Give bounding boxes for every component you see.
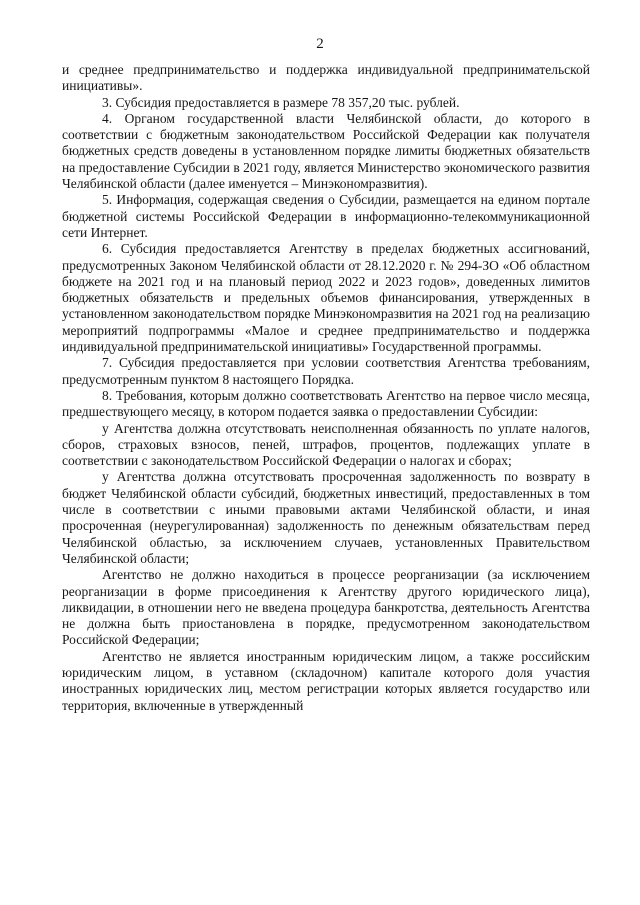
requirement-reorganization: Агентство не должно находиться в процессе реорганизации (за исключением реорганизации в форме присоединения к Агентству другого юридического лица), ликвидации, в отношении него не введена процедура банкротства, деятельность Агентства не должна быть приостановлена в порядке, предусмотренном законодательством Российской Федерации; xyxy=(62,567,590,648)
requirement-taxes: у Агентства должна отсутствовать неисполненная обязанность по уплате налогов, сборов, страховых взносов, пеней, штрафов, процентов, подлежащих уплате в соответствии с законодательством Российской Федерации о налогах и сборах; xyxy=(62,420,590,469)
document-body xyxy=(62,62,590,714)
requirement-foreign-entity: Агентство не является иностранным юридическим лицом, а также российским юридическим лицом, в уставном (складочном) капитале которого доля участия иностранных юридических лиц, местом регистрации которых является государство или территория, включенные в утвержденный xyxy=(62,648,590,713)
paragraph-4: 4. Органом государственной власти Челябинской области, до которого в соответствии с бюджетным законодательством Российской Федерации как получателя бюджетных средств доведены в установленном порядке лимиты бюджетных обязательств на предоставление Субсидии в 2021 году, является Министерство экономического развития Челябинской области (далее именуется – Минэкономразвития). xyxy=(62,110,590,192)
paragraph-8: 8. Требования, которым должно соответствовать Агентство на первое число месяца, предшествующего месяцу, в котором подается заявка о предоставлении Субсидии: xyxy=(62,387,590,420)
paragraph-continuation: и среднее предпринимательство и поддержка индивидуальной предпринимательской инициативы». xyxy=(62,62,590,94)
paragraph-7: 7. Субсидия предоставляется при условии соответствия Агентства требованиям, предусмотренным пунктом 8 настоящего Порядка. xyxy=(62,355,590,387)
paragraph-3: 3. Субсидия предоставляется в размере 78 357,20 тыс. рублей. xyxy=(102,94,460,110)
requirement-debts: у Агентства должна отсутствовать просроченная задолженность по возврату в бюджет Челябинской области субсидий, бюджетных инвестиций, предоставленных в том числе в соответствии с иными правовыми актами Челябинской области, и иная просроченная (неурегулированная) задолженность по денежным обязательствам перед Челябинской областью, за исключением случаев, установленных Правительством Челябинской области; xyxy=(62,469,590,566)
paragraph-6: 6. Субсидия предоставляется Агентству в пределах бюджетных ассигнований, предусмотренных Законом Челябинской области от 28.12.2020 г. № 294-ЗО «Об областном бюджете на 2021 год и на плановый период 2022 и 2023 годов», доведенных лимитов бюджетных обязательств и предельных объемов финансирования, утвержденных в установленном законодательством порядке Минэкономразвития на 2021 год на реализацию мероприятий подпрограммы «Малое и среднее предпринимательство и поддержка индивидуальной предпринимательской инициативы» Государственной программы. xyxy=(62,241,590,355)
page-number: 2 xyxy=(316,36,324,52)
paragraph-5: 5. Информация, содержащая сведения о Субсидии, размещается на едином портале бюджетной системы Российской Федерации в информационно-телекоммуникационной сети Интернет. xyxy=(62,192,590,240)
